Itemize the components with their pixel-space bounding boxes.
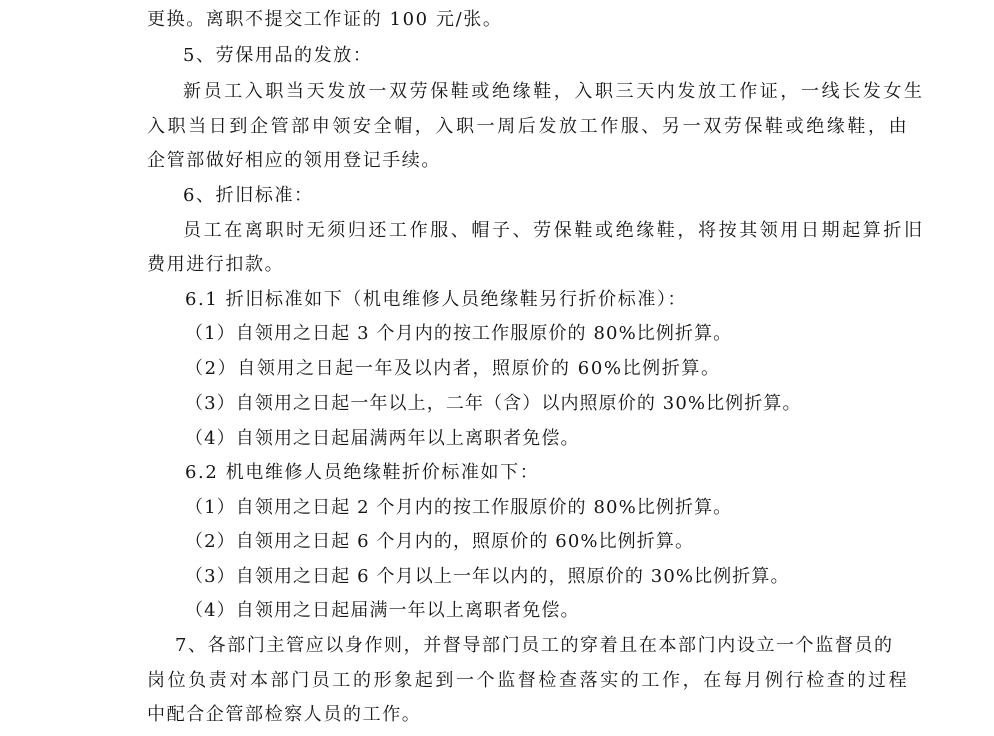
- list-item: （1）自领用之日起 2 个月内的按工作服原价的 80%比例折算。: [185, 497, 733, 518]
- subsection-heading: 6.1 折旧标准如下（机电维修人员绝缘鞋另行折价标准）：: [185, 289, 688, 310]
- text-line: 费用进行扣款。: [147, 254, 285, 275]
- text-line: 员工在离职时无须归还工作服、帽子、劳保鞋或绝缘鞋，将按其领用日期起算折旧: [183, 220, 925, 241]
- text-line: 新员工入职当天发放一双劳保鞋或绝缘鞋，入职三天内发放工作证，一线长发女生: [183, 81, 925, 102]
- list-item: （4）自领用之日起届满一年以上离职者免偿。: [185, 600, 580, 621]
- list-item: （2）自领用之日起一年及以内者，照原价的 60%比例折算。: [185, 358, 721, 379]
- section-heading: 5、劳保用品的发放：: [183, 45, 373, 66]
- list-item: （3）自领用之日起一年以上，二年（含）以内照原价的 30%比例折算。: [185, 393, 802, 414]
- text-line: 中配合企管部检察人员的工作。: [147, 704, 422, 725]
- text-line: 更换。离职不提交工作证的 100 元/张。: [147, 9, 503, 30]
- list-item: （4）自领用之日起届满两年以上离职者免偿。: [185, 428, 580, 449]
- subsection-heading: 6.2 机电维修人员绝缘鞋折价标准如下：: [185, 462, 540, 483]
- text-line: 7、各部门主管应以身作则，并督导部门员工的穿着且在本部门内设立一个监督员的: [175, 635, 894, 656]
- list-item: （1）自领用之日起 3 个月内的按工作服原价的 80%比例折算。: [185, 323, 733, 344]
- text-line: 企管部做好相应的领用登记手续。: [147, 150, 441, 171]
- section-heading: 6、折旧标准：: [183, 185, 314, 206]
- list-item: （2）自领用之日起 6 个月内的，照原价的 60%比例折算。: [185, 531, 695, 552]
- list-item: （3）自领用之日起 6 个月以上一年以内的，照原价的 30%比例折算。: [185, 566, 790, 587]
- text-line: 岗位负责对本部门员工的形象起到一个监督检查落实的工作，在每月例行检查的过程: [147, 670, 910, 691]
- text-line: 入职当日到企管部申领安全帽，入职一周后发放工作服、另一双劳保鞋或绝缘鞋，由: [147, 116, 910, 137]
